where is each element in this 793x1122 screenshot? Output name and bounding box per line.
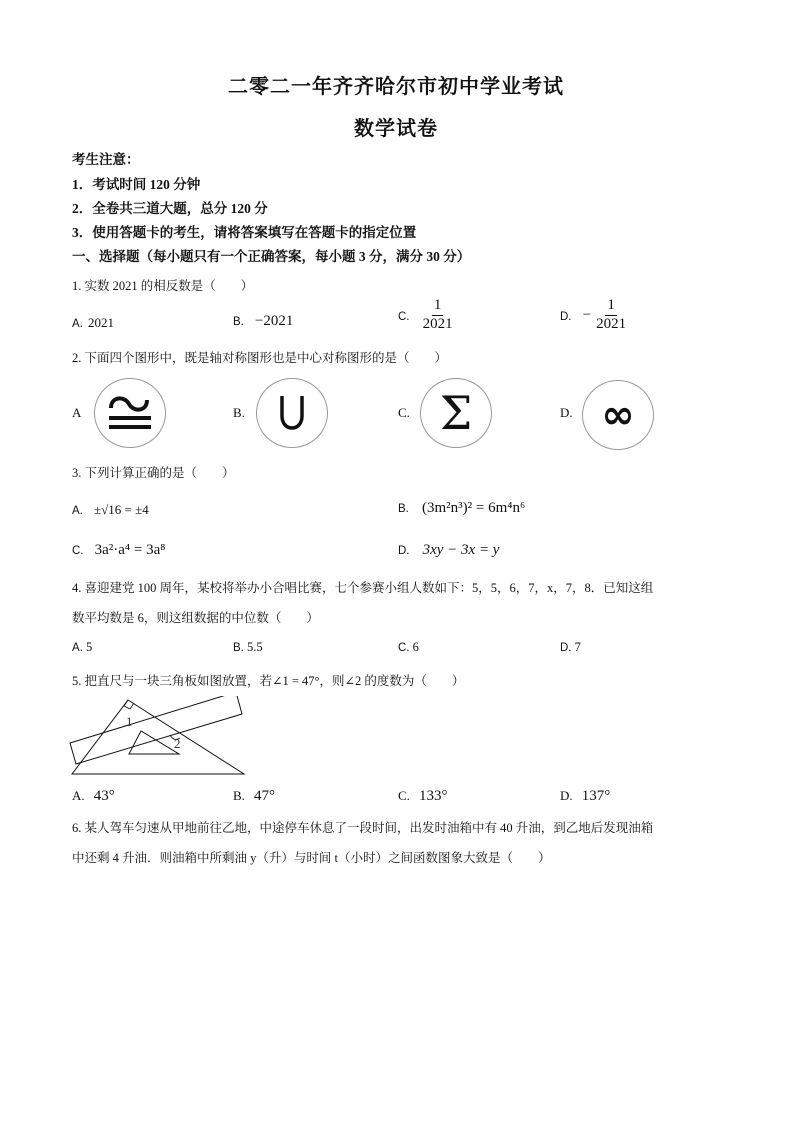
fraction: [596, 298, 626, 333]
q5-option-b[interactable]: [233, 785, 275, 805]
option-label: D.: [560, 310, 572, 323]
option-label: B.: [233, 642, 244, 654]
option-label: C.: [398, 310, 410, 323]
option-label: B.: [233, 316, 244, 328]
option-value: −2021: [254, 313, 294, 329]
option-label: A.: [72, 788, 85, 803]
sigma-symbol-icon: Σ: [439, 386, 473, 440]
q1-option-c[interactable]: [398, 298, 453, 333]
option-value: 137°: [581, 788, 611, 804]
infinity-symbol-icon: ∞: [601, 392, 635, 438]
option-label: B.: [398, 503, 409, 515]
q4-option-d[interactable]: [560, 640, 581, 655]
q2-option-d-figure[interactable]: [582, 380, 654, 450]
option-value: 3a²·a⁴ = 3a⁸: [94, 542, 166, 558]
ruler-triangle-figure: [68, 696, 253, 778]
option-label: D.: [560, 788, 573, 803]
q1-option-d[interactable]: [560, 298, 626, 333]
q2-option-c-figure[interactable]: [420, 378, 492, 448]
option-label: C.: [398, 788, 410, 803]
notice-heading: 考生注意：: [72, 152, 140, 167]
minus-sign: −: [582, 306, 592, 323]
option-label: A.: [72, 318, 83, 330]
q3-option-c[interactable]: [72, 539, 165, 559]
q3-option-a[interactable]: [72, 499, 149, 518]
question-1-stem: 1. 实数 2021 的相反数是（ ）: [72, 279, 254, 293]
option-label: D.: [560, 642, 572, 654]
angle-2-label: 2: [174, 736, 181, 751]
option-value: 7: [574, 640, 581, 654]
section-heading: 一、选择题（每小题只有一个正确答案，每小题 3 分，满分 30 分）: [72, 249, 471, 264]
q2-option-d-label[interactable]: D.: [560, 405, 573, 420]
exam-title: 二零二一年齐齐哈尔市初中学业考试: [228, 74, 564, 98]
q2-option-b-figure[interactable]: [256, 378, 328, 448]
option-label: C.: [72, 545, 84, 557]
q2-option-a-figure[interactable]: [94, 378, 166, 448]
option-value: 133°: [419, 788, 448, 804]
q1-option-b[interactable]: [233, 310, 293, 330]
denominator: 2021: [596, 315, 627, 332]
approx-equal-symbol-icon: [105, 390, 155, 436]
option-label: A.: [72, 642, 83, 654]
q5-option-d[interactable]: [560, 785, 610, 805]
option-value: 47°: [254, 788, 276, 804]
notice-item: 3．使用答题卡的考生，请将答案填写在答题卡的指定位置: [72, 225, 417, 240]
q2-option-c-label[interactable]: C.: [398, 405, 410, 420]
option-label: A.: [72, 505, 83, 517]
q2-option-b-label[interactable]: B.: [233, 405, 245, 420]
option-value: 5.5: [247, 640, 263, 654]
q2-option-a-label[interactable]: A: [72, 405, 82, 420]
q5-option-c[interactable]: [398, 785, 448, 805]
option-label: C.: [398, 642, 410, 654]
angle-1-label: 1: [126, 714, 133, 729]
q5-option-a[interactable]: [72, 785, 115, 805]
q4-option-c[interactable]: [398, 640, 419, 655]
option-label: B.: [233, 788, 245, 803]
option-value: 5: [86, 640, 93, 654]
fraction: [423, 298, 453, 333]
option-value: 6: [412, 640, 419, 654]
notice-item: 2．全卷共三道大题，总分 120 分: [72, 201, 268, 216]
option-value: (3m²n³)² = 6m⁴n⁶: [421, 500, 526, 516]
notice-item: 1．考试时间 120 分钟: [72, 177, 201, 192]
q1-option-a[interactable]: [72, 312, 114, 331]
question-6-stem-line1: 6. 某人驾车匀速从甲地前往乙地，中途停车休息了一段时间，出发时油箱中有 40 升油，到乙地后发现油箱: [72, 821, 654, 835]
numerator: 1: [432, 298, 444, 316]
q4-option-a[interactable]: [72, 640, 92, 655]
union-symbol-icon: [272, 390, 312, 436]
q3-option-d[interactable]: [398, 539, 499, 559]
question-3-stem: 3. 下列计算正确的是（ ）: [72, 466, 235, 480]
question-4-stem-line1: 4. 喜迎建党 100 周年，某校将举办小合唱比赛，七个参赛小组人数如下：5，5，6，7，x，7，8．已知这组: [72, 581, 654, 595]
question-5-stem: 5. 把直尺与一块三角板如图放置，若∠1 = 47°，则∠2 的度数为（ ）: [72, 674, 465, 688]
question-6-stem-line2: 中还剩 4 升油．则油箱中所剩油 y（升）与时间 t（小时）之间函数图象大致是（ ）: [72, 851, 551, 865]
option-value: ±√16 = ±4: [93, 502, 149, 517]
option-value: 2021: [87, 315, 114, 330]
option-label: D.: [398, 545, 410, 557]
denominator: 2021: [422, 315, 453, 332]
numerator: 1: [605, 298, 617, 316]
question-2-stem: 2. 下面四个图形中，既是轴对称图形也是中心对称图形的是（ ）: [72, 351, 448, 365]
q3-option-b[interactable]: [398, 497, 525, 517]
option-value: 43°: [93, 788, 115, 804]
option-value: 3xy − 3x = y: [422, 542, 500, 558]
question-4-stem-line2: 数平均数是 6，则这组数据的中位数（ ）: [72, 611, 319, 625]
exam-subtitle: 数学试卷: [354, 116, 438, 140]
q4-option-b[interactable]: [233, 640, 263, 655]
